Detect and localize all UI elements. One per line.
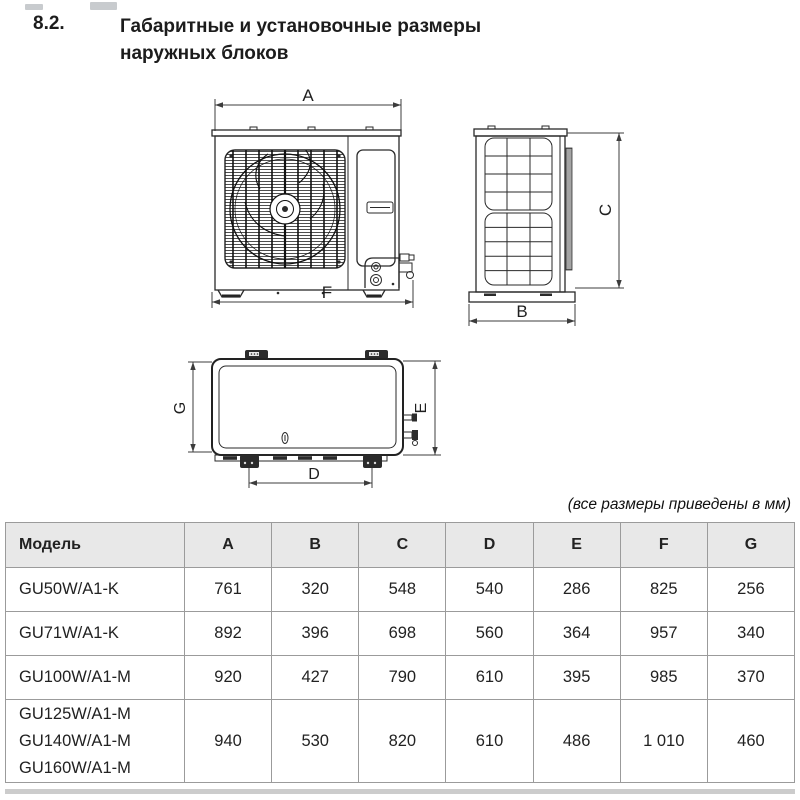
dimension-value-cell: 761	[185, 568, 272, 612]
column-header-F: F	[620, 523, 707, 568]
model-name: GU125W/A1-M	[19, 704, 131, 723]
dim-label-f: F	[321, 283, 333, 302]
section-number: 8.2.	[33, 13, 65, 34]
model-cell	[6, 656, 185, 700]
dimension-value-cell: 820	[359, 700, 446, 783]
scan-artifact	[25, 4, 43, 10]
dimension-value-cell: 540	[446, 568, 533, 612]
dimensions-table	[5, 522, 795, 783]
dimension-value-cell: 610	[446, 700, 533, 783]
dimension-value-cell: 610	[446, 656, 533, 700]
column-header-C: C	[359, 523, 446, 568]
units-note: (все размеры приведены в мм)	[567, 496, 791, 513]
dimension-value-cell: 957	[620, 612, 707, 656]
front-view-drawing	[190, 84, 440, 318]
page-title-line2: наружных блоков	[120, 43, 289, 64]
page-title-line1: Габаритные и установочные размеры	[120, 16, 482, 37]
model-cell	[6, 612, 185, 656]
dimension-value-cell: 427	[272, 656, 359, 700]
dimension-value-cell: 486	[533, 700, 620, 783]
column-header-G: G	[707, 523, 794, 568]
top-view-drawing	[160, 342, 450, 492]
column-header-model: Модель	[6, 523, 185, 568]
dim-label-d: D	[308, 466, 320, 483]
table-row	[6, 612, 795, 656]
model-cell	[6, 700, 185, 783]
dim-label-a: A	[302, 86, 314, 105]
dim-label-b: B	[516, 302, 528, 321]
dimension-value-cell: 286	[533, 568, 620, 612]
table-row	[6, 656, 795, 700]
dimension-value-cell: 1 010	[620, 700, 707, 783]
model-name: GU140W/A1-M	[19, 731, 131, 750]
dimension-value-cell: 985	[620, 656, 707, 700]
dimension-value-cell: 460	[707, 700, 794, 783]
side-view-drawing	[460, 106, 645, 330]
model-name: GU160W/A1-M	[19, 758, 131, 777]
dimension-value-cell: 940	[185, 700, 272, 783]
column-header-D: D	[446, 523, 533, 568]
column-header-A: A	[185, 523, 272, 568]
table-row	[6, 568, 795, 612]
column-header-B: B	[272, 523, 359, 568]
dimension-value-cell: 395	[533, 656, 620, 700]
model-name: GU71W/A1-K	[19, 624, 119, 642]
table-row	[6, 700, 795, 783]
scan-artifact	[90, 2, 117, 10]
model-name: GU100W/A1-M	[19, 668, 131, 686]
dimension-value-cell: 370	[707, 656, 794, 700]
dimension-value-cell: 698	[359, 612, 446, 656]
model-name: GU50W/A1-K	[19, 580, 119, 598]
dimension-value-cell: 548	[359, 568, 446, 612]
dim-label-g: G	[172, 401, 189, 415]
dimension-value-cell: 364	[533, 612, 620, 656]
column-header-E: E	[533, 523, 620, 568]
dimension-value-cell: 560	[446, 612, 533, 656]
dimension-value-cell: 256	[707, 568, 794, 612]
dimension-value-cell: 320	[272, 568, 359, 612]
dimension-value-cell: 825	[620, 568, 707, 612]
dimension-value-cell: 920	[185, 656, 272, 700]
dimension-value-cell: 340	[707, 612, 794, 656]
dimension-value-cell: 892	[185, 612, 272, 656]
dimension-value-cell: 530	[272, 700, 359, 783]
dimension-value-cell: 790	[359, 656, 446, 700]
table-header-row	[6, 523, 795, 568]
dim-label-c: C	[596, 203, 615, 217]
dimension-value-cell: 396	[272, 612, 359, 656]
page-edge-shadow	[5, 789, 795, 794]
dim-label-e: E	[413, 402, 430, 414]
page-title	[120, 13, 481, 67]
model-cell	[6, 568, 185, 612]
